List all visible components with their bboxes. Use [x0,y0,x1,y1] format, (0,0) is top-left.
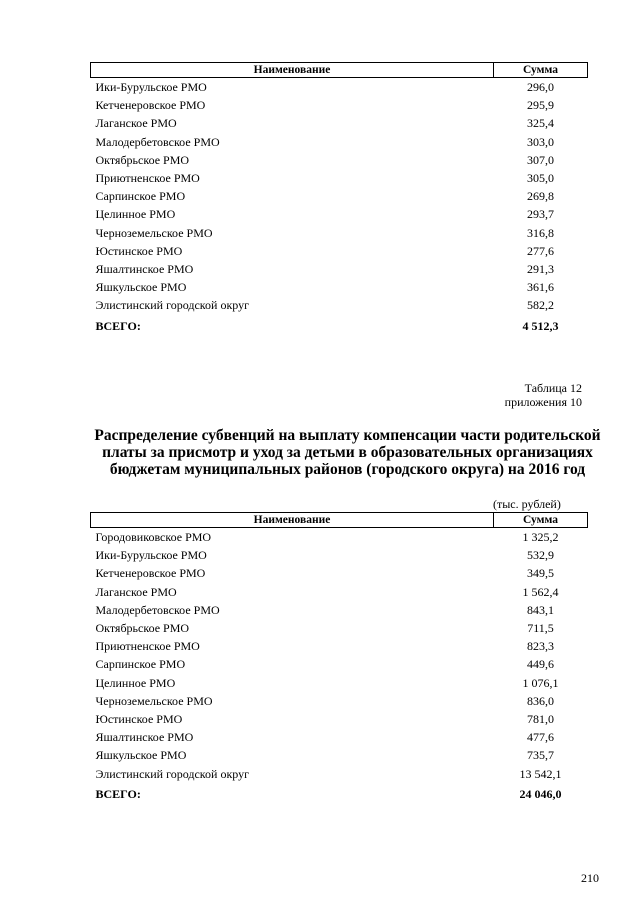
total-label: ВСЕГО: [95,318,141,333]
table-row [91,205,588,223]
row-name: Целинное РМО [95,675,176,690]
table-row [91,151,588,169]
row-name: Черноземельское РМО [95,225,213,240]
subsidy-table-2 [90,512,588,803]
table-row [91,242,588,260]
row-name: Элистинский городской округ [95,766,250,781]
row-name: Яшалтинское РМО [95,261,194,276]
row-sum: 711,5 [527,621,554,636]
row-sum: 291,3 [527,261,554,276]
table-row [91,133,588,151]
row-name: Ики-Бурульское РМО [95,80,207,95]
page-number: 210 [581,871,599,885]
row-sum: 449,6 [527,657,554,672]
total-row [91,783,588,803]
total-label: ВСЕГО: [95,786,141,801]
table-row [91,728,588,746]
row-sum: 349,5 [527,566,554,581]
row-name: Юстинское РМО [95,711,183,726]
row-name: Сарпинское РМО [95,657,186,672]
column-header-name: Наименование [91,513,494,528]
appendix-reference: приложения 10 [504,395,582,409]
table-header [91,63,588,78]
table-header [91,513,588,528]
row-name: Черноземельское РМО [95,693,213,708]
row-sum: 361,6 [527,280,554,295]
table-row [91,169,588,187]
table-row [91,746,588,764]
table-row [91,564,588,582]
table-row [91,260,588,278]
row-sum: 305,0 [527,171,554,186]
row-name: Целинное РМО [95,207,176,222]
row-sum: 307,0 [527,152,554,167]
row-sum: 269,8 [527,189,554,204]
row-sum: 296,0 [527,80,554,95]
row-name: Малодербетовское РМО [95,134,220,149]
row-sum: 295,9 [527,98,554,113]
row-sum: 823,3 [527,639,554,654]
table-row [91,583,588,601]
column-header-name: Наименование [91,63,494,78]
row-name: Малодербетовское РМО [95,602,220,617]
row-name: Приютненское РМО [95,171,200,186]
table-row [91,528,588,547]
total-sum: 24 046,0 [519,786,562,801]
table-number: Таблица 12 [524,381,582,395]
row-sum: 316,8 [527,225,554,240]
table-row [91,78,588,97]
unit-label: (тыс. рублей) [493,497,561,511]
table-row [91,96,588,114]
title-line-1: Распределение субвенций на выплату компенсации части родительской [94,427,601,444]
section-title [60,427,635,478]
row-name: Ики-Бурульское РМО [95,548,207,563]
row-name: Городовиковское РМО [95,530,212,545]
row-sum: 293,7 [527,207,554,222]
row-sum: 735,7 [527,748,554,763]
row-name: Лаганское РМО [95,116,177,131]
row-name: Элистинский городской округ [95,298,250,313]
row-sum: 532,9 [527,548,554,563]
title-line-3: бюджетам муниципальных районов (городского округа) на 2016 год [109,461,586,478]
row-sum: 582,2 [527,298,554,313]
table-note [505,381,582,409]
table-row [91,692,588,710]
total-row [91,314,588,334]
row-sum: 1 325,2 [522,530,559,545]
table-row [91,764,588,782]
column-header-sum: Сумма [494,513,588,528]
row-sum: 325,4 [527,116,554,131]
table-row [91,619,588,637]
row-sum: 303,0 [527,134,554,149]
total-sum: 4 512,3 [522,318,559,333]
row-name: Кетченеровское РМО [95,98,206,113]
row-name: Кетченеровское РМО [95,566,206,581]
table-row [91,546,588,564]
row-name: Лаганское РМО [95,584,177,599]
row-name: Юстинское РМО [95,243,183,258]
row-name: Яшкульское РМО [95,748,187,763]
table-row [91,601,588,619]
row-sum: 277,6 [527,243,554,258]
table-row [91,224,588,242]
table-row [91,637,588,655]
title-line-2: платы за присмотр и уход за детьми в образовательных организациях [102,444,593,461]
subsidy-table-1 [90,62,588,335]
table-row [91,674,588,692]
table-row [91,187,588,205]
table-row [91,114,588,132]
row-sum: 477,6 [527,730,554,745]
row-name: Сарпинское РМО [95,189,186,204]
row-sum: 1 562,4 [522,584,559,599]
row-sum: 13 542,1 [519,766,562,781]
row-name: Октябрьское РМО [95,152,190,167]
row-sum: 843,1 [527,602,554,617]
row-sum: 1 076,1 [522,675,559,690]
table-row [91,710,588,728]
table-row [91,296,588,314]
column-header-sum: Сумма [494,63,588,78]
row-sum: 781,0 [527,711,554,726]
row-name: Приютненское РМО [95,639,200,654]
table-row [91,278,588,296]
row-name: Яшалтинское РМО [95,730,194,745]
row-name: Октябрьское РМО [95,621,190,636]
row-name: Яшкульское РМО [95,280,187,295]
table-row [91,655,588,673]
row-sum: 836,0 [527,693,554,708]
